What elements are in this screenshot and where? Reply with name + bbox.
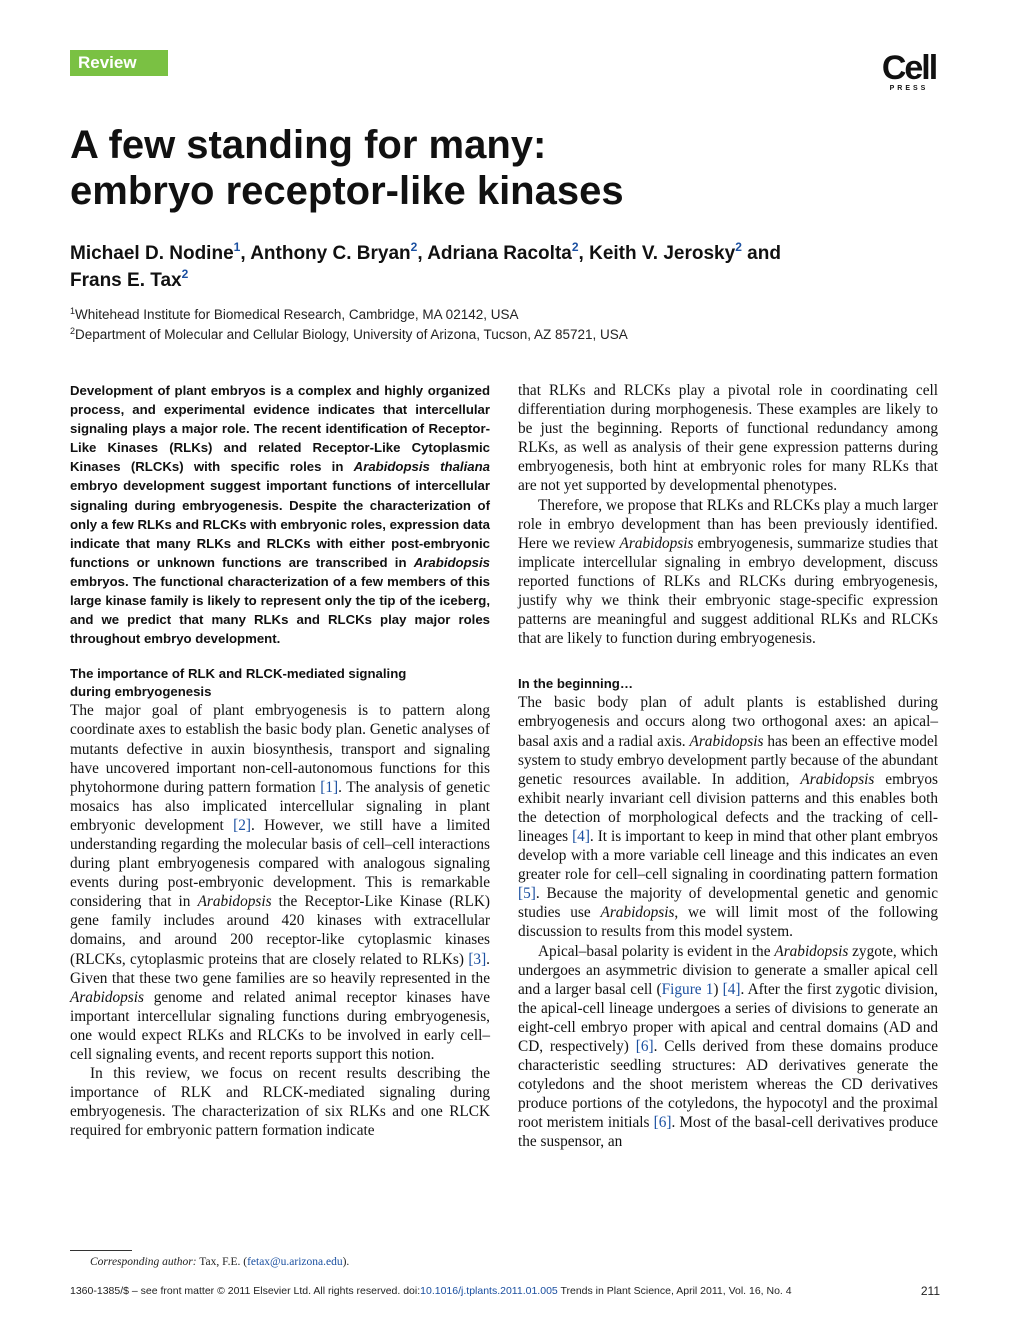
body-italic: Arabidopsis: [800, 770, 875, 788]
abstract-text: embryos. The functional characterization of a few members of this large kinase family is likely to represent only the tip of the iceberg, and we predict that many RLKs and RLCKs play major roles throughout embryo development.: [70, 573, 490, 647]
author-name: Adriana Racolta: [427, 243, 572, 264]
body-text: Apical–basal polarity is evident in the: [538, 942, 775, 960]
citation-link[interactable]: [5]: [518, 885, 536, 903]
body-italic: Arabidopsis: [619, 534, 694, 552]
body-paragraph: In this review, we focus on recent results describing the importance of RLK and RLCK-mediated signaling during embryogenesis. The characterization of six RLKs and one RLCK required for embryonic pattern formation indicate: [70, 1065, 490, 1140]
body-text: embryos exhibit nearly invariant cell division patterns and this enables both the detection of morphological defects and the tracking of cell-lineages: [518, 770, 938, 845]
body-paragraph: [518, 496, 938, 649]
cell-press-logo: [878, 49, 940, 93]
citation-link[interactable]: [6]: [653, 1114, 672, 1132]
body-text: genome and related animal receptor kinases have important intercellular signaling functions during embryogenesis, one would expect RLKs and RLCKs to be involved in early cell–cell signaling events, and recent reports support this notion.: [70, 988, 490, 1063]
body-paragraph: [518, 942, 938, 1152]
copyright-text: 1360-1385/$ – see front matter © 2011 Elsevier Ltd. All rights reserved. doi:: [70, 1285, 421, 1297]
page-footer: [70, 1282, 940, 1300]
body-italic: Arabidopsis: [689, 732, 764, 750]
author-affil-marker[interactable]: 2: [735, 240, 742, 254]
abstract-text: embryo development suggest important functions of intercellular signaling during embryogenesis. Despite the characterization of only a few RLKs and RLCKs with embryonic roles, expression data indicate that many RLKs and RLCKs with either post-embryonic functions or unknown functions are transcribed in: [70, 478, 490, 570]
affiliation-text: Department of Molecular and Cellular Biology, University of Arizona, Tucson, AZ 85721, USA: [75, 327, 628, 342]
body-text: . After the first zygotic division, the apical-cell lineage undergoes a series of divisions to generate an eight-cell embryo proper with apical and central domains (AD and CD, respectively): [518, 980, 938, 1055]
journal-citation: Trends in Plant Science, April 2011, Vol. 16, No. 4: [557, 1285, 792, 1297]
author-affil-marker[interactable]: 2: [571, 240, 579, 254]
author-affil-marker[interactable]: 1: [233, 240, 241, 254]
logo-main-text: Cell: [881, 49, 937, 87]
abstract-italic: Arabidopsis: [413, 554, 490, 570]
figure-link[interactable]: Figure 1: [661, 980, 714, 998]
body-text: . Because the majority of developmental genetic and genomic studies use: [518, 885, 938, 922]
body-text: The basic body plan of adult plants is established during embryogenesis and occurs along two orthogonal axes: an apical–basal axis and a radial axis.: [518, 694, 938, 750]
body-text: Therefore, we propose that RLKs and RLCKs play a much larger role in embryo development than has been previously identified. Here we review: [518, 496, 938, 552]
page-number: 211: [920, 1284, 940, 1298]
footnote-close: ).: [342, 1256, 350, 1268]
body-text: the Receptor-Like Kinase (RLK) gene family includes around 420 kinases with extracellular domains, and around 200 receptor-like cytoplasmic kinases (RLCKs, cytoplasmic proteins that are closely related to RLKs): [70, 893, 490, 968]
abstract-italic: Arabidopsis thaliana: [353, 459, 490, 475]
footnote-divider: [70, 1250, 132, 1251]
author-name: Michael D. Nodine: [70, 243, 234, 264]
citation-link[interactable]: [2]: [233, 816, 251, 834]
doi-link[interactable]: 10.1016/j.tplants.2011.01.005: [420, 1285, 558, 1297]
body-text: The major goal of plant embryogenesis is to pattern along coordinate axes to establish the basic body plan. Genetic analyses of mutants defective in auxin biosynthesis, transport and signaling have uncovered important non-cell-autonomous functions for this phytohormone during pattern formation: [70, 702, 490, 796]
section-heading-importance: [70, 665, 490, 701]
body-text: . Most of the basal-cell derivatives produce the suspensor, an: [518, 1114, 938, 1151]
body-italic: Arabidopsis: [600, 904, 675, 922]
body-paragraph: that RLKs and RLCKs play a pivotal role in coordinating cell differentiation during morphogenesis. These examples are likely to be just the beginning. Reports of functional redundancy among RLKs, as well as analysis of their gene expression patterns during embryogenesis, both hint at embryonic roles for many RLKs that are not yet supported by developmental phenotypes.: [518, 382, 938, 495]
body-text: , we will limit most of the following discussion to results from this model system.: [518, 904, 938, 941]
citation-link[interactable]: [1]: [320, 778, 339, 796]
body-text: ): [713, 980, 723, 998]
affiliation-2: [70, 325, 950, 345]
body-italic: Arabidopsis: [70, 988, 144, 1006]
section-heading-line: The importance of RLK and RLCK-mediated signaling: [70, 666, 407, 682]
affiliation-text: Whitehead Institute for Biomedical Research, Cambridge, MA 02142, USA: [75, 307, 519, 322]
footnote-label: Corresponding author:: [90, 1256, 197, 1268]
affiliation-number: 2: [70, 326, 76, 336]
section-heading-line: during embryogenesis: [70, 684, 212, 700]
body-text: . Cells derived from these domains produce characteristic seedling structures: AD derivatives generate the cotyledons and the shoot meristem whereas the CD derivatives produce portions of the cotyledons, the hypocotyl and the proximal root meristem initials: [518, 1038, 939, 1132]
body-text: . However, we still have a limited understanding regarding the molecular basis of cell–cell interactions during plant embryogenesis compared with analogous signaling events during post-embryonic development. This is remarkable considering that in: [70, 816, 490, 911]
author-affil-marker[interactable]: 2: [410, 240, 418, 254]
title-line-2: embryo receptor-like kinases: [70, 169, 624, 213]
abstract-text: Development of plant embryos is a complex and highly organized process, and experimental evidence indicates that intercellular signaling plays a major role. The recent identification of Receptor-Like Kinases (RLKs) and related Receptor-Like Cytoplasmic Kinases (RLCKs) with specific roles in: [70, 383, 490, 475]
author-name: Frans E. Tax: [70, 270, 182, 291]
citation-link[interactable]: [4]: [722, 980, 741, 998]
left-column: [70, 381, 490, 1140]
author-name: Keith V. Jerosky: [589, 243, 736, 264]
body-text: . The analysis of genetic mosaics has also implicated intercellular signaling in plant embryonic development: [70, 778, 490, 834]
footnote-name: Tax, F.E. (: [196, 1256, 248, 1268]
author-conjunction: and: [747, 243, 781, 264]
section-heading-beginning: In the beginning…: [518, 676, 634, 692]
affiliation-1: [70, 305, 950, 325]
right-column: [518, 381, 938, 1152]
body-italic: Arabidopsis: [774, 942, 849, 960]
body-text: zygote, which undergoes an asymmetric division to generate a smaller apical cell and a larger basal cell (: [518, 942, 938, 998]
article-title: [70, 122, 950, 214]
email-link[interactable]: fetax@u.arizona.edu: [247, 1256, 343, 1268]
abstract: [70, 381, 490, 648]
author-name: Anthony C. Bryan: [250, 243, 411, 264]
title-line-1: A few standing for many:: [70, 123, 547, 167]
citation-link[interactable]: [4]: [572, 827, 590, 845]
citation-link[interactable]: [6]: [635, 1038, 654, 1055]
body-text: . It is important to keep in mind that other plant embryos develop with a more variable cell lineage and this indicates an even greater role for cell–cell signaling in coordinating pattern formation: [518, 827, 938, 884]
corresponding-author-note: [90, 1254, 510, 1270]
author-list: Michael D. Nodine$^1$, Anthony C. Bryan$^2$, Adriana Racolta$^2$, Keith V. Jerosky$^2$ and Frans E. Tax$^2$: [70, 240, 781, 291]
body-italic: Arabidopsis: [197, 893, 272, 911]
logo-sub-text: PRESS: [889, 85, 929, 92]
affiliations: [70, 305, 950, 345]
affiliation-number: 1: [70, 306, 76, 316]
review-tag: Review: [70, 50, 168, 76]
body-text: has been an effective model system to study embryo development partly because of the abundant genetic resources available. In addition,: [518, 732, 938, 788]
citation-link[interactable]: [3]: [468, 950, 487, 968]
author-affil-marker[interactable]: 2: [181, 267, 189, 281]
body-paragraph: [518, 693, 938, 941]
body-text: . Given that these two gene families are so heavily represented in the: [70, 950, 490, 987]
body-paragraph: [70, 701, 490, 1064]
body-text: embryogenesis, summarize studies that implicate intercellular signaling in embryo development, discuss reported functions of RLKs and RLCKs during embryogenesis, justify why we think their embryonic stage-specific expression patterns are meaningful and suggest additional RLKs and RLCKs that are likely to function during embryogenesis.: [518, 534, 938, 648]
